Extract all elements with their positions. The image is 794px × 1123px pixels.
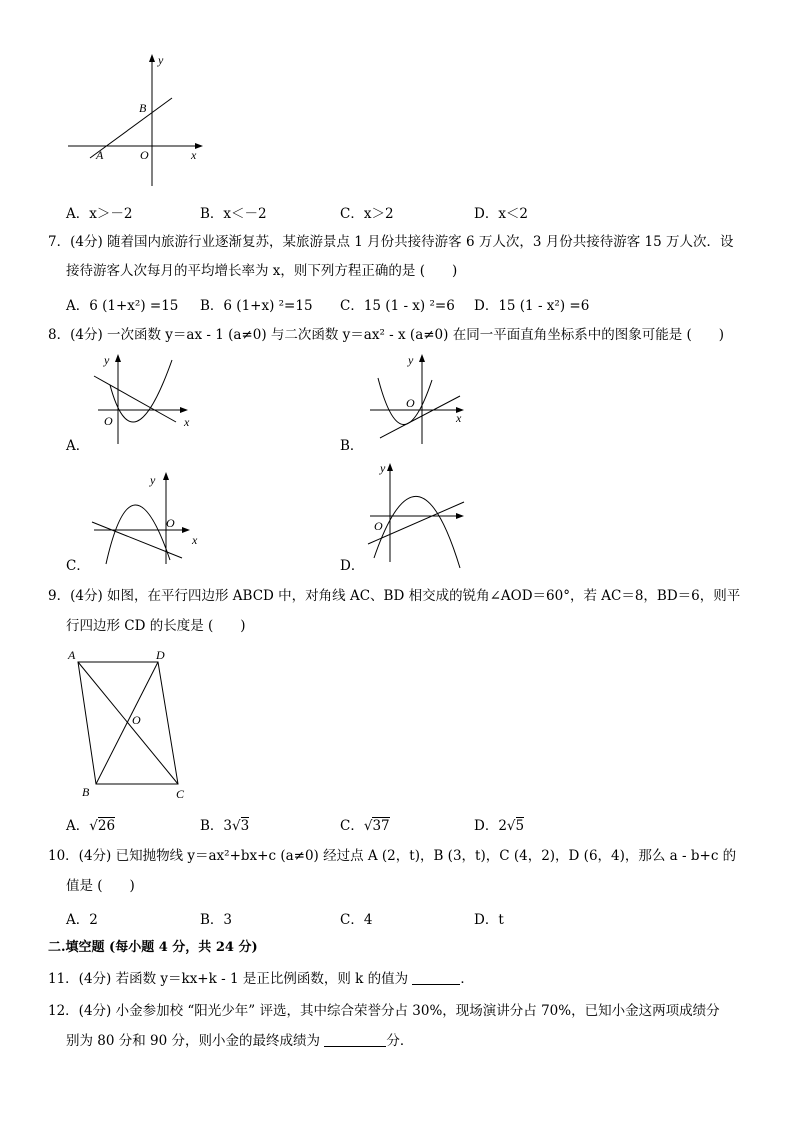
q9-option-a-radicand: 26 [97, 818, 116, 834]
q8c-x-arrow [182, 527, 190, 533]
q9-stem-line2: 行四边形 CD 的长度是 ( ) [66, 618, 246, 634]
q8a-label-y: y [104, 353, 110, 367]
q12-stem-line2 [66, 1032, 413, 1050]
radical-icon: √ [232, 818, 241, 834]
q8-graph-c [88, 468, 208, 568]
q8-option-a[interactable]: A． [66, 438, 90, 454]
q12-end: 分． [386, 1033, 414, 1049]
q8b-label-y: y [408, 353, 414, 367]
q6-label-o: O [140, 148, 149, 162]
q8b-label-o: O [406, 396, 415, 410]
q8c-label-y: y [150, 473, 156, 487]
q8-graph-a [88, 350, 200, 450]
q12-stem-line1: 12．(4分) 小金参加校 “阳光少年” 评选，其中综合荣誉分占 30%，现场演讲分占 70%，已知小金这两项成绩分 [48, 1003, 720, 1019]
section-heading: 二.填空题 (每小题 4 分，共 24 分) [48, 940, 258, 955]
q9-label-d: D [156, 648, 165, 662]
q9-option-c-radicand: 37 [372, 818, 390, 834]
q7-stem-line1: 7．(4分) 随着国内旅游行业逐渐复苏，某旅游景点 1 月份共接待游客 6 万人次，3 月份共接待游客 15 万人次．设 [48, 234, 734, 250]
q6-label-b: B [139, 101, 147, 115]
q10-option-b[interactable]: B．3 [200, 912, 233, 928]
q10-option-c[interactable]: C．4 [340, 912, 373, 928]
q8d-x-arrow [456, 513, 464, 519]
q9-option-b-letter: B． [200, 818, 224, 834]
q7-option-c[interactable]: C．15 (1 - x) ²=6 [340, 298, 455, 314]
q8a-x-arrow [180, 407, 188, 413]
q8c-y-arrow [163, 472, 169, 480]
q6-graph [60, 50, 210, 190]
q9-option-d-letter: D． [474, 818, 499, 834]
q9-option-d[interactable] [474, 814, 524, 834]
q9-option-a-letter: A． [66, 818, 90, 834]
q12-answer-blank[interactable] [324, 1034, 386, 1047]
q9-option-a[interactable] [66, 814, 115, 834]
q8c-parabola [106, 505, 170, 564]
q12-text: 别为 80 分和 90 分，则小金的最终成绩为 [66, 1033, 321, 1049]
q10-option-d[interactable]: D．t [474, 912, 504, 928]
q8c-label-o: O [166, 516, 175, 530]
q9-option-c-letter: C． [340, 818, 364, 834]
q11-answer-blank[interactable] [412, 972, 460, 985]
q6-label-y: y [158, 53, 164, 67]
q9-option-d-coef: 2 [498, 818, 507, 834]
q7-stem-line2: 接待游客人次每月的平均增长率为 x，则下列方程正确的是 ( ) [66, 263, 458, 279]
q8-option-d[interactable]: D． [340, 558, 365, 574]
q6-option-b[interactable]: B．x＜－2 [200, 206, 267, 222]
q9-option-b-radicand: 3 [240, 818, 250, 834]
q7-option-a[interactable]: A．6 (1+x²) =15 [66, 298, 179, 314]
q6-option-c[interactable]: C．x＞2 [340, 206, 394, 222]
q7-option-d[interactable]: D．15 (1 - x²) =6 [474, 298, 590, 314]
q10-stem-line2: 值是 ( ) [66, 878, 135, 894]
q6-option-a[interactable]: A．x＞－2 [66, 206, 133, 222]
q9-option-d-radicand: 5 [515, 818, 525, 834]
q8-option-b[interactable]: B． [340, 438, 364, 454]
q8d-label-o: O [374, 519, 383, 533]
q8a-label-x: x [184, 415, 190, 429]
q8-graph-b [360, 350, 480, 450]
radical-icon: √ [89, 818, 98, 834]
q9-option-c[interactable] [340, 814, 390, 834]
q11-end: ． [460, 971, 474, 987]
q9-parallelogram-figure [62, 642, 202, 804]
q11-text: 11．(4分) 若函数 y＝kx+k - 1 是正比例函数，则 k 的值为 [48, 971, 409, 987]
q9-stem-line1: 9．(4分) 如图，在平行四边形 ABCD 中，对角线 AC、BD 相交成的锐角∠AOD＝60°，若 AC＝8，BD＝6，则平 [48, 588, 741, 604]
q6-label-x: x [191, 148, 197, 162]
q9-label-c: C [176, 787, 185, 801]
q7-option-b[interactable]: B．6 (1+x) ²=15 [200, 298, 313, 314]
q8-option-c[interactable]: C． [66, 558, 90, 574]
q8a-label-o: O [104, 414, 113, 428]
q6-option-d[interactable]: D．x＜2 [474, 206, 529, 222]
q8-graph-d [360, 458, 484, 570]
q6-label-a: A [96, 148, 104, 162]
radical-icon: √ [363, 818, 373, 834]
q10-option-a[interactable]: A．2 [66, 912, 98, 928]
radical-icon: √ [506, 818, 516, 834]
q6-y-arrow [149, 54, 155, 62]
q9-option-b-coef: 3 [223, 818, 233, 834]
q8b-label-x: x [456, 411, 462, 425]
q8a-y-arrow [115, 354, 121, 362]
q8b-parabola [378, 378, 432, 425]
q8c-label-x: x [192, 533, 198, 547]
q8-stem-line1: 8．(4分) 一次函数 y＝ax - 1 (a≠0) 与二次函数 y＝ax² - x (a≠0) 在同一平面直角坐标系中的图象可能是 ( ) [48, 327, 725, 343]
q8d-label-y: y [380, 461, 386, 475]
q8b-y-arrow [419, 354, 425, 362]
q8b-line [380, 396, 460, 438]
q8a-parabola [110, 360, 172, 422]
q9-diagonal-bd [96, 662, 158, 784]
q9-label-o: O [132, 713, 141, 727]
q8d-parabola [374, 496, 460, 568]
q9-option-b[interactable] [200, 814, 249, 834]
q11-stem [48, 970, 474, 988]
q9-label-a: A [68, 648, 76, 662]
q8d-y-arrow [387, 463, 393, 471]
q9-label-b: B [82, 785, 90, 799]
q10-stem-line1: 10．(4分) 已知抛物线 y＝ax²+bx+c (a≠0) 经过点 A (2，t)，B (3，t)，C (4，2)，D (6，4)，那么 a - b+c 的 [48, 848, 737, 864]
